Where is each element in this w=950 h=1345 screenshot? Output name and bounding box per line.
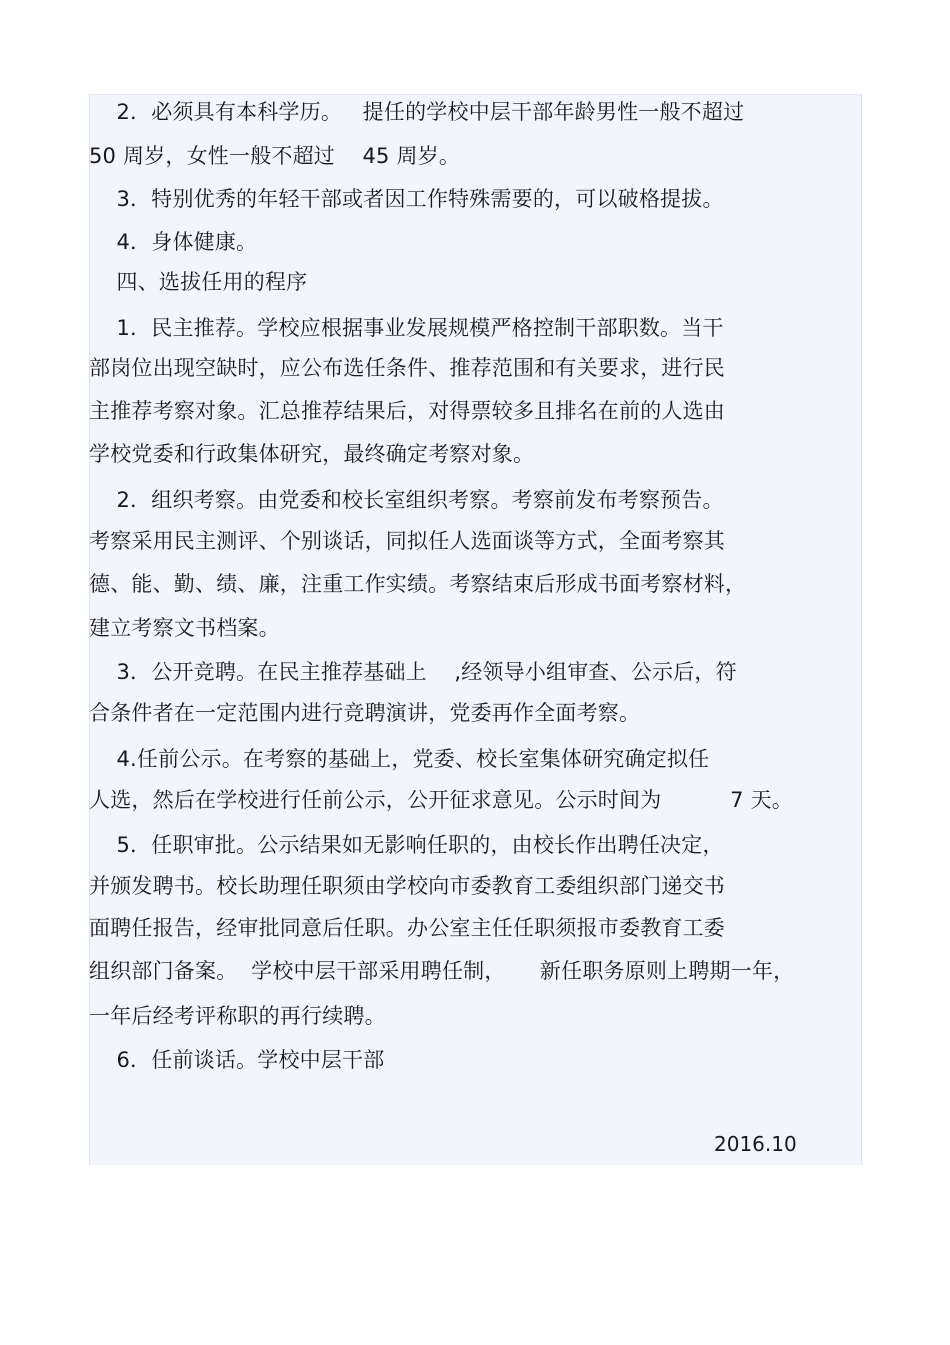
- text-line: 组织部门备案。 学校中层干部采用聘任制， 新任职务原则上聘期一年，: [89, 959, 795, 983]
- text-line: 2．组织考察。由党委和校长室组织考察。考察前发布考察预告。: [89, 488, 724, 512]
- text-line: 4．身体健康。: [89, 230, 258, 254]
- text-line: 建立考察文书档案。: [89, 616, 280, 640]
- text-line: 人选，然后在学校进行任前公示，公开征求意见。公示时间为 7 天。: [89, 788, 793, 812]
- text-line: 50 周岁，女性一般不超过 45 周岁。: [89, 144, 461, 168]
- text-line: 面聘任报告，经审批同意后任职。办公室主任任职须报市委教育工委: [89, 916, 725, 940]
- text-line: 合条件者在一定范围内进行竞聘演讲，党委再作全面考察。: [89, 701, 641, 725]
- text-line: 6．任前谈话。学校中层干部: [89, 1048, 385, 1072]
- text-line: 5．任职审批。公示结果如无影响任职的，由校长作出聘任决定，: [89, 833, 724, 857]
- text-line: 3．特别优秀的年轻干部或者因工作特殊需要的，可以破格提拔。: [89, 187, 724, 211]
- text-line: 3．公开竞聘。在民主推荐基础上 ,经领导小组审查、公示后，符: [89, 660, 737, 684]
- text-line: 1．民主推荐。学校应根据事业发展规模严格控制干部职数。当干: [89, 316, 724, 340]
- text-line: 主推荐考察对象。汇总推荐结果后，对得票较多且排名在前的人选由: [89, 399, 725, 423]
- text-line: 4.任前公示。在考察的基础上，党委、校长室集体研究确定拟任: [89, 747, 710, 771]
- text-line: 德、能、勤、绩、廉，注重工作实绩。考察结束后形成书面考察材料，: [89, 572, 747, 596]
- section-heading: 四、选拔任用的程序: [89, 270, 308, 294]
- text-line: 2．必须具有本科学历。 提任的学校中层干部年龄男性一般不超过: [89, 100, 745, 124]
- document-date: 2016.10: [714, 1132, 797, 1156]
- text-line: 部岗位出现空缺时，应公布选任条件、推荐范围和有关要求，进行民: [89, 356, 725, 380]
- text-line: 学校党委和行政集体研究，最终确定考察对象。: [89, 442, 535, 466]
- text-line: 并颁发聘书。校长助理任职须由学校向市委教育工委组织部门递交书: [89, 874, 725, 898]
- text-line: 考察采用民主测评、个别谈话，同拟任人选面谈等方式，全面考察其: [89, 529, 725, 553]
- text-line: 一年后经考评称职的再行续聘。: [89, 1004, 386, 1028]
